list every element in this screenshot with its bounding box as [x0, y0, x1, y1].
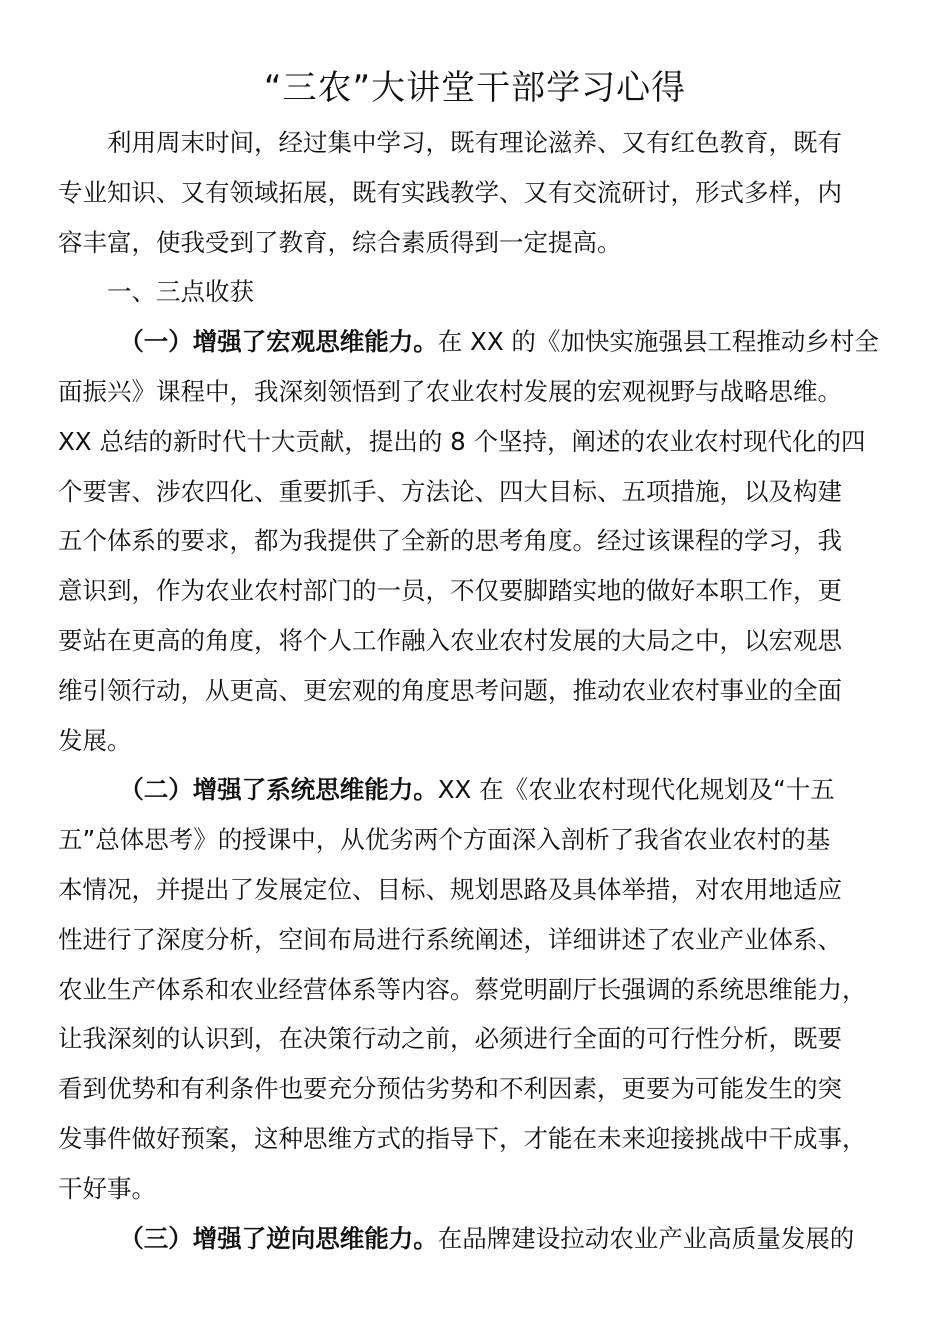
point2-line: 干好事。 — [58, 1173, 156, 1203]
point2-line: XX 在《农业农村现代化规划及“十五 — [437, 775, 835, 805]
intro-line: 容丰富，使我受到了教育，综合素质得到一定提高。 — [58, 227, 622, 257]
point1-line: 维引领行动，从更高、更宏观的角度思考问题，推动农业农村事业的全面 — [58, 675, 842, 705]
point1-lead: （一）增强了宏观思维能力。 — [119, 327, 438, 357]
document-page — [58, 62, 892, 1263]
intro-line: 利用周末时间，经过集中学习，既有理论滋养、又有红色教育，既有 — [107, 128, 842, 157]
point3-paragraph — [58, 1214, 892, 1264]
point1-line: 个要害、涉农四化、重要抓手、方法论、四大目标、五项措施，以及构建 — [58, 476, 842, 506]
point2-paragraph — [58, 765, 892, 1213]
section-heading: 一、三点收获 — [107, 277, 254, 307]
point2-line: 让我深刻的认识到，在决策行动之前，必须进行全面的可行性分析，既要 — [58, 1024, 842, 1054]
point1-line: 在 XX 的《加快实施强县工程推动乡村全 — [437, 327, 879, 357]
point3-first-line — [58, 1214, 892, 1264]
intro-paragraph — [58, 118, 892, 267]
point3-lead: （三）增强了逆向思维能力。 — [119, 1223, 438, 1253]
point2-line: 看到优势和有利条件也要充分预估劣势和不利因素，更要为可能发生的突 — [58, 1074, 842, 1104]
intro-line: 专业知识、又有领域拓展，既有实践教学、又有交流研讨，形式多样，内 — [58, 177, 842, 207]
point2-line: 本情况，并提出了发展定位、目标、规划思路及具体举措，对农用地适应 — [58, 874, 842, 904]
point3-line: 在品牌建设拉动农业产业高质量发展的 — [437, 1223, 855, 1253]
point1-line: 要站在更高的角度，将个人工作融入农业农村发展的大局之中，以宏观思 — [58, 625, 842, 655]
point2-line: 性进行了深度分析，空间布局进行系统阐述，详细讲述了农业产业体系、 — [58, 924, 842, 954]
document-title: “三农”大讲堂干部学习心得 — [263, 68, 687, 108]
point2-first-line — [58, 765, 892, 815]
point2-lead: （二）增强了系统思维能力。 — [119, 775, 438, 805]
point1-line: 面振兴》课程中，我深刻领悟到了农业农村发展的宏观视野与战略思维。 — [58, 376, 842, 406]
point1-line: XX 总结的新时代十大贡献，提出的 8 个坚持，阐述的农业农村现代化的四 — [58, 426, 866, 456]
point2-line: 农业生产体系和农业经营体系等内容。蔡党明副厅长强调的系统思维能力， — [58, 974, 867, 1004]
point1-first-line — [58, 317, 892, 367]
point1-line: 五个体系的要求，都为我提供了全新的思考角度。经过该课程的学习，我 — [58, 526, 842, 556]
point1-line: 意识到，作为农业农村部门的一员，不仅要脚踏实地的做好本职工作，更 — [58, 576, 842, 606]
point2-line: 五”总体思考》的授课中，从优劣两个方面深入剖析了我省农业农村的基 — [58, 825, 831, 855]
point1-paragraph — [58, 317, 892, 765]
point1-line: 发展。 — [58, 725, 132, 755]
point2-line: 发事件做好预案，这种思维方式的指导下，才能在未来迎接挑战中干成事， — [58, 1123, 867, 1153]
